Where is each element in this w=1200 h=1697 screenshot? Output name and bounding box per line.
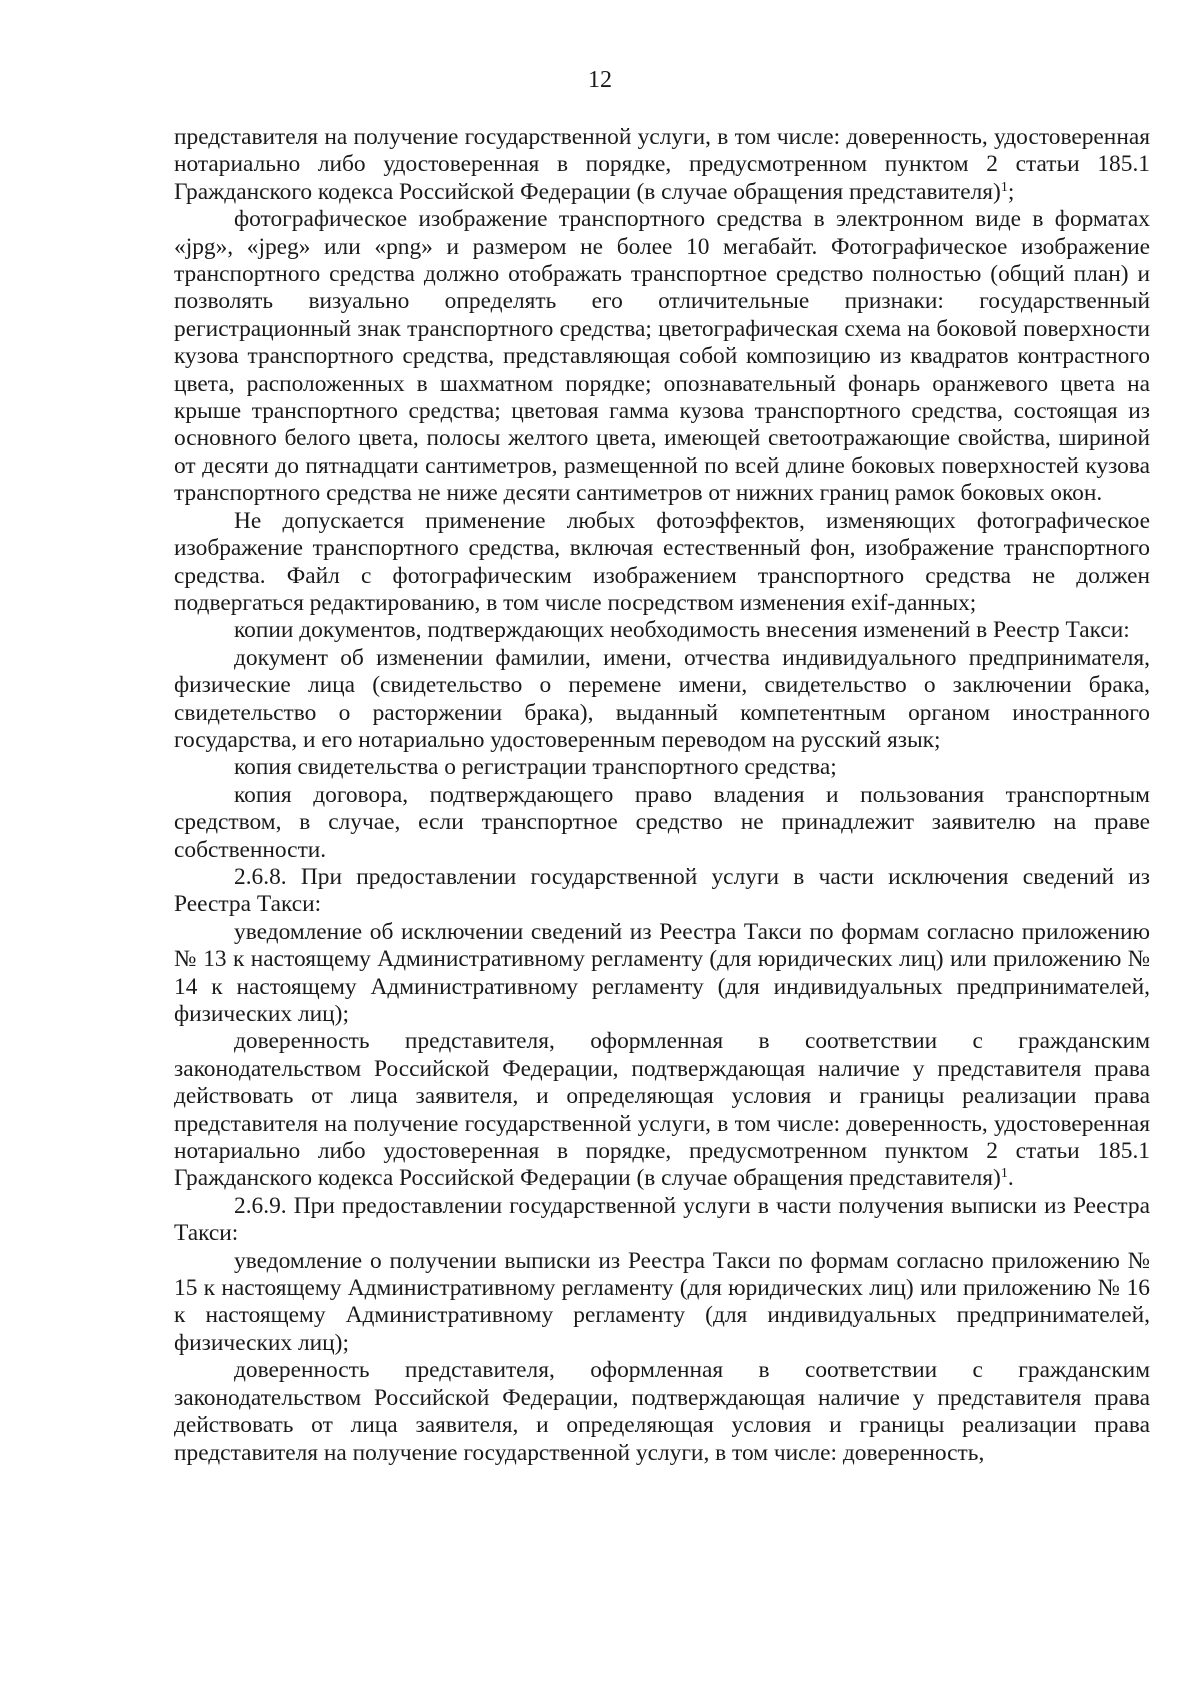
paragraph-tail: . (1007, 1165, 1014, 1192)
paragraph-photo-effects: Не допускается применение любых фотоэффектов, изменяющих фотографическое изображение транспортного средства, включая естественный фон, изображение транспортного средства. Файл с фотографическим изображением транспортного средства не должен подвергаться редактированию, в том числе посредством изменения exif-данных; (174, 507, 1150, 616)
paragraph-representative-continuation (174, 124, 1150, 206)
paragraph-registration-certificate: копия свидетельства о регистрации транспортного средства; (234, 754, 837, 781)
document-body (174, 124, 1150, 1467)
paragraph-vehicle-photo: фотографическое изображение транспортного средства в электронном виде в форматах «jpg», «jpeg» или «png» и размером не более 10 мегабайт. Фотографическое изображение транспортного средства должно отображать транспортное средство полностью (общий план) и позволять визуально определять его отличительные признаки: государственный регистрационный знак транспортного средства; цветографическая схема на боковой поверхности кузова транспортного средства, представляющая собой композицию из квадратов контрастного цвета, расположенных в шахматном порядке; опознавательный фонарь оранжевого цвета на крыше транспортного средства; цветовая гамма кузова транспортного средства, состоящая из основного белого цвета, полосы желтого цвета, имеющей светоотражающие свойства, шириной от десяти до пятнадцати сантиметров, размещенной по всей длине боковых поверхностей кузова транспортного средства не ниже десяти сантиметров от нижних границ рамок боковых окон. (174, 206, 1150, 507)
paragraph-exclusion-notice: уведомление об исключении сведений из Реестра Такси по формам согласно приложению № 13 к настоящему Административному регламенту (для юридических лиц) или приложению № 14 к настоящему Административному регламенту (для индивидуальных предпринимателей, физических лиц); (174, 918, 1150, 1027)
page-number: 12 (588, 67, 612, 93)
paragraph-name-change-document: документ об изменении фамилии, имени, отчества индивидуального предпринимателя, физические лица (свидетельство о перемене имени, свидетельство о заключении брака, свидетельство о расторжении брака), выданный компетентным органом иностранного государства, и его нотариально удостоверенным переводом на русский язык; (174, 644, 1150, 753)
paragraph-section-2-6-8: 2.6.8. При предоставлении государственной услуги в части исключения сведений из Реестра Такси: (174, 863, 1150, 918)
paragraph-extract-notice: уведомление о получении выписки из Реестра Такси по формам согласно приложению № 15 к настоящему Административному регламенту (для юридических лиц) или приложению № 16 к настоящему Административному регламенту (для индивидуальных предпринимателей, физических лиц); (174, 1247, 1150, 1356)
footnote-marker: 1 (1000, 179, 1008, 195)
paragraph-tail: ; (1007, 178, 1015, 205)
paragraph-document-copies: копии документов, подтверждающих необходимость внесения изменений в Реестр Такси: (234, 617, 1130, 644)
paragraph-text: доверенность представителя, оформленная в соответствии с гражданским законодательством Российской Федерации, подтверждающая наличие у представителя права действовать от лица заявителя, и определяющая условия и границы реализации права представителя на получение государственной услуги, в том числе: доверенность, удостоверенная нотариально либо удостоверенная в порядке, предусмотренном пунктом 2 статьи 185.1 Гражданского кодекса Российской Федерации (в случае обращения представителя) (174, 1028, 1150, 1192)
paragraph-ownership-contract: копия договора, подтверждающего право владения и пользования транспортным средством, в случае, если транспортное средство не принадлежит заявителю на праве собственности. (174, 781, 1150, 863)
paragraph-text: представителя на получение государственной услуги, в том числе: доверенность, удостоверенная нотариально либо удостоверенная в порядке, предусмотренном пунктом 2 статьи 185.1 Гражданского кодекса Российской Федерации (в случае обращения представителя) (174, 124, 1150, 205)
paragraph-power-of-attorney-2: доверенность представителя, оформленная в соответствии с гражданским законодательством Российской Федерации, подтверждающая наличие у представителя права действовать от лица заявителя, и определяющая условия и границы реализации права представителя на получение государственной услуги, в том числе: доверенность, (174, 1357, 1150, 1466)
paragraph-section-2-6-9: 2.6.9. При предоставлении государственной услуги в части получения выписки из Реестра Такси: (174, 1192, 1150, 1247)
footnote-marker: 1 (1000, 1166, 1008, 1182)
paragraph-power-of-attorney-1 (174, 1028, 1150, 1192)
